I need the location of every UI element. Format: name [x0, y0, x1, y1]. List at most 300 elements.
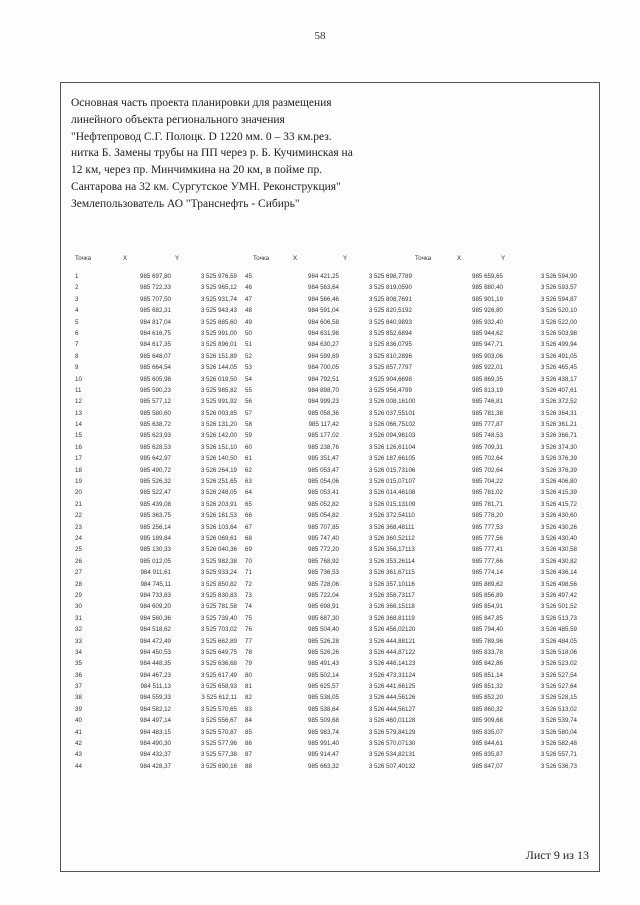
table-cell: 80	[245, 671, 252, 679]
table-cell: 3 526 527,64	[540, 683, 577, 691]
table-cell: 71	[245, 569, 252, 577]
table-cell: 985 538,64	[308, 705, 339, 713]
table-cell: 985 922,01	[472, 364, 503, 372]
table-cell: 3 526 594,90	[540, 273, 577, 280]
table-cell: 985 526,32	[140, 478, 171, 486]
table-cell: 115	[405, 569, 415, 577]
table-cell: 3 526 497,42	[540, 591, 577, 599]
header-line: нитка Б. Замены трубы на ПП через р. Б. Кучиминская на	[71, 147, 353, 160]
table-cell: 985 844,61	[472, 740, 503, 748]
document-frame	[60, 82, 600, 872]
table-cell: 48	[245, 307, 252, 315]
table-cell: 985 682,31	[140, 307, 171, 315]
table-cell: 985 664,54	[140, 364, 171, 372]
table-cell: 985 736,53	[308, 569, 339, 577]
table-cell: 76	[245, 626, 252, 634]
table-cell: 47	[245, 295, 252, 303]
table-cell: 11	[75, 386, 82, 394]
table-cell: 3 525 991,92	[200, 398, 237, 406]
table-cell: 984 606,58	[308, 318, 339, 326]
table-cell: 984 448,35	[140, 660, 171, 668]
table-cell: 3 526 142,00	[200, 432, 237, 440]
table-cell: 3 526 014,46	[368, 489, 405, 497]
table-cell: 95	[405, 341, 412, 349]
column-header: X	[457, 255, 462, 262]
table-cell: 985 509,68	[308, 717, 339, 725]
header-line: "Нефтепровод С.Г. Полоцк. D 1220 мм. 0 – 33 км.рез.	[71, 130, 332, 143]
table-cell: 985 722,33	[140, 284, 171, 292]
table-cell: 985 781,38	[472, 409, 503, 417]
table-cell: 985 707,50	[140, 295, 171, 303]
table-cell: 984 559,33	[140, 694, 171, 702]
table-cell: 3 526 126,61	[368, 443, 405, 451]
table-cell: 100	[405, 398, 416, 406]
table-cell: 3 526 372,54	[368, 512, 405, 520]
table-cell: 985 642,97	[140, 455, 171, 463]
table-cell: 985 663,32	[308, 762, 339, 770]
table-cell: 108	[405, 489, 416, 497]
column-header: Точка	[75, 255, 92, 262]
table-cell: 3 526 008,16	[368, 398, 405, 406]
table-cell: 3 526 430,58	[540, 546, 577, 554]
table-cell: 3 526 019,50	[200, 375, 237, 383]
table-cell: 110	[405, 512, 415, 520]
table-cell: 16	[75, 443, 82, 451]
table-cell: 109	[405, 500, 416, 508]
table-cell: 3 526 527,54	[540, 671, 577, 679]
table-cell: 985 053,47	[308, 466, 339, 474]
table-cell: 3 526 376,39	[540, 466, 577, 474]
table-cell: 99	[405, 386, 412, 394]
column-header: Точка	[415, 255, 432, 262]
table-cell: 3 525 556,67	[200, 717, 237, 725]
table-cell: 3 526 444,56	[368, 694, 405, 702]
table-cell: 3 525 956,47	[368, 386, 405, 394]
table-cell: 102	[405, 421, 416, 429]
table-cell: 985 117,42	[308, 421, 339, 429]
table-cell: 985 580,60	[140, 409, 171, 417]
table-cell: 985 835,87	[472, 751, 503, 759]
table-cell: 985 932,40	[472, 318, 503, 326]
table-cell: 3 526 356,17	[368, 546, 405, 554]
table-cell: 3 526 360,52	[368, 534, 405, 542]
table-cell: 10	[75, 375, 82, 383]
table-cell: 8	[75, 352, 79, 360]
table-cell: 67	[245, 523, 252, 531]
table-cell: 3 525 933,24	[200, 569, 237, 577]
header-line: Сантарова на 32 км. Сургутское УМН. Реконструкция"	[71, 180, 341, 193]
table-cell: 3 526 003,85	[200, 409, 237, 417]
table-cell: 985 238,76	[308, 443, 339, 451]
table-cell: 118	[405, 603, 415, 611]
table-cell: 74	[245, 603, 252, 611]
table-cell: 985 623,93	[140, 432, 171, 440]
table-cell: 3 526 015,07	[368, 478, 405, 486]
table-cell: 985 777,87	[472, 421, 503, 429]
table-cell: 3 526 523,02	[540, 660, 577, 668]
table-cell: 3 526 579,84	[368, 728, 405, 736]
table-cell: 62	[245, 466, 252, 474]
table-cell: 985 054,82	[308, 512, 339, 520]
table-cell: 3 525 649,75	[200, 648, 237, 656]
table-cell: 3 526 520,10	[540, 307, 577, 315]
table-cell: 5	[75, 318, 79, 326]
table-cell: 3 526 501,52	[540, 603, 577, 611]
table-cell: 3 526 040,36	[200, 546, 237, 554]
table-cell: 985 522,47	[140, 489, 171, 497]
page-number: 58	[314, 30, 326, 42]
table-cell: 3 526 528,15	[540, 694, 577, 702]
table-cell: 985 909,68	[472, 717, 503, 725]
table-cell: 3 525 612,11	[201, 694, 237, 702]
table-cell: 985 854,91	[472, 603, 503, 611]
table-cell: 114	[405, 557, 415, 565]
table-cell: 3 526 430,82	[540, 557, 577, 565]
table-cell: 1	[75, 273, 79, 280]
table-cell: 3 525 885,60	[200, 318, 237, 326]
table-cell: 111	[405, 523, 415, 531]
table-cell: 93	[405, 318, 412, 326]
table-cell: 985 747,40	[308, 534, 339, 542]
table-cell: 3 525 819,05	[368, 284, 405, 292]
table-cell: 3 526 364,31	[540, 409, 577, 417]
table-cell: 985 707,85	[308, 523, 339, 531]
table-cell: 3 526 499,94	[540, 341, 577, 349]
table-cell: 985 778,20	[472, 512, 503, 520]
table-cell: 985 590,23	[140, 386, 171, 394]
table-cell: 3 526 582,48	[540, 740, 577, 748]
table-cell: 122	[405, 648, 416, 656]
table-cell: 3 525 850,82	[200, 580, 237, 588]
table-cell: 985 947,71	[472, 341, 503, 349]
table-cell: 985 746,81	[472, 398, 503, 406]
table-cell: 985 794,40	[472, 626, 503, 634]
table-cell: 3 525 982,38	[200, 557, 237, 565]
table-cell: 984 563,64	[308, 284, 339, 292]
table-cell: 3 525 852,68	[368, 329, 405, 337]
table-cell: 88	[245, 762, 252, 770]
table-cell: 3 526 557,71	[540, 751, 577, 759]
table-cell: 985 351,47	[308, 455, 339, 463]
table-cell: 985 648,07	[140, 352, 171, 360]
table-cell: 984 617,35	[140, 341, 171, 349]
table-cell: 106	[405, 466, 416, 474]
table-cell: 985 363,75	[140, 512, 171, 520]
column-header: Точка	[253, 255, 270, 262]
table-cell: 985 781,71	[472, 500, 503, 508]
table-cell: 3 526 251,65	[200, 478, 237, 486]
table-cell: 985 777,56	[472, 534, 503, 542]
table-cell: 3 526 368,81	[368, 614, 405, 622]
table-cell: 20	[75, 489, 82, 497]
table-cell: 12	[75, 398, 82, 406]
table-cell: 985 012,05	[140, 557, 171, 565]
table-cell: 3 526 361,21	[540, 421, 577, 429]
table-cell: 85	[245, 728, 252, 736]
table-cell: 3 526 353,26	[368, 557, 405, 565]
column-header: Y	[175, 255, 180, 262]
table-cell: 985 789,96	[472, 637, 503, 645]
table-cell: 3 526 066,75	[368, 421, 405, 429]
table-cell: 120	[405, 626, 416, 634]
table-cell: 94	[405, 329, 412, 337]
table-cell: 984 616,75	[140, 329, 171, 337]
table-cell: 107	[405, 478, 416, 486]
table-cell: 57	[245, 409, 252, 417]
table-cell: 3 526 368,48	[368, 523, 405, 531]
table-cell: 84	[245, 717, 252, 725]
table-cell: 40	[75, 717, 82, 725]
table-cell: 17	[75, 455, 82, 463]
table-cell: 985 903,06	[472, 352, 503, 360]
table-cell: 3 526 593,57	[540, 284, 577, 292]
table-cell: 985 177,02	[308, 432, 339, 440]
table-cell: 3 525 808,76	[368, 295, 405, 303]
table-cell: 63	[245, 478, 252, 486]
table-cell: 985 490,72	[140, 466, 171, 474]
table-cell: 19	[75, 478, 82, 486]
table-cell: 3 526 536,73	[540, 762, 577, 770]
table-cell: 985 704,22	[472, 478, 503, 486]
table-cell: 984 898,70	[308, 386, 339, 394]
table-cell: 128	[405, 717, 416, 725]
table-cell: 3 526 444,87	[368, 648, 405, 656]
table-cell: 103	[405, 432, 416, 440]
table-cell: 23	[75, 523, 82, 531]
table-cell: 985 880,40	[472, 284, 503, 292]
table-cell: 985 869,35	[472, 375, 503, 383]
table-cell: 65	[245, 500, 252, 508]
table-cell: 83	[245, 705, 252, 713]
table-cell: 79	[245, 660, 252, 668]
table-cell: 984 428,37	[140, 762, 171, 770]
column-header: Y	[343, 255, 348, 262]
table-cell: 984 497,14	[140, 717, 171, 725]
table-cell: 985 889,62	[472, 580, 503, 588]
table-cell: 3 526 473,31	[368, 671, 405, 679]
table-cell: 18	[75, 466, 82, 474]
table-cell: 14	[75, 421, 82, 429]
table-cell: 985 842,86	[472, 660, 503, 668]
table-cell: 984 432,37	[140, 751, 171, 759]
table-cell: 3 525 840,98	[368, 318, 405, 326]
table-cell: 72	[245, 580, 252, 588]
table-cell: 119	[405, 614, 415, 622]
table-cell: 3 526 094,96	[368, 432, 405, 440]
table-cell: 3 526 357,10	[368, 580, 405, 588]
table-cell: 3 526 358,73	[368, 591, 405, 599]
table-cell: 3 526 151,89	[200, 352, 237, 360]
table-cell: 3 526 415,72	[540, 500, 577, 508]
table-cell: 985 709,31	[472, 443, 503, 451]
table-cell: 3 526 366,71	[540, 432, 577, 440]
table-cell: 51	[245, 341, 252, 349]
header-line: линейного объекта регионального значения	[71, 113, 285, 126]
table-cell: 97	[405, 364, 412, 372]
header-line: Землепользователь АО "Транснефть - Сибирь"	[71, 197, 300, 210]
table-cell: 985 774,14	[472, 569, 503, 577]
table-cell: 984 631,98	[308, 329, 339, 337]
table-cell: 985 502,14	[308, 671, 339, 679]
table-cell: 985 852,20	[472, 694, 503, 702]
table-cell: 30	[75, 603, 82, 611]
table-cell: 985 926,80	[472, 307, 503, 315]
table-cell: 9	[75, 364, 79, 372]
table-cell: 985 687,30	[308, 614, 339, 622]
table-cell: 3 526 570,07	[368, 740, 405, 748]
table-cell: 6	[75, 329, 79, 337]
table-cell: 984 467,23	[140, 671, 171, 679]
table-cell: 7	[75, 341, 79, 349]
table-cell: 35	[75, 660, 82, 668]
table-cell: 985 698,91	[308, 603, 339, 611]
table-cell: 82	[245, 694, 252, 702]
table-cell: 985 256,14	[140, 523, 171, 531]
table-cell: 127	[405, 705, 416, 713]
table-cell: 985 526,28	[308, 637, 339, 645]
table-cell: 41	[75, 728, 82, 736]
table-cell: 984 792,51	[308, 375, 339, 383]
table-cell: 46	[245, 284, 252, 292]
table-cell: 3 526 103,64	[200, 523, 237, 531]
table-cell: 3 525 991,00	[200, 329, 237, 337]
table-cell: 2	[75, 284, 79, 292]
table-cell: 60	[245, 443, 252, 451]
table-cell: 985 777,41	[472, 546, 503, 554]
table-cell: 3 526 187,66	[368, 455, 405, 463]
table-cell: 21	[75, 500, 82, 508]
sheet-label: Лист 9 из 13	[525, 848, 589, 862]
table-cell: 124	[405, 671, 416, 679]
table-cell: 13	[75, 409, 82, 417]
table-cell: 984 421,25	[308, 273, 339, 280]
table-cell: 3 525 636,68	[200, 660, 237, 668]
table-cell: 27	[75, 569, 82, 577]
table-cell: 53	[245, 364, 252, 372]
table-cell: 985 052,82	[308, 500, 339, 508]
table-cell: 69	[245, 546, 252, 554]
table-cell: 3 526 534,82	[368, 751, 405, 759]
table-cell: 34	[75, 648, 82, 656]
table-cell: 3 526 513,02	[540, 705, 577, 713]
table-cell: 3 526 140,50	[200, 455, 237, 463]
table-cell: 985 659,65	[472, 273, 503, 280]
table-cell: 96	[405, 352, 412, 360]
table-cell: 985 638,72	[140, 421, 171, 429]
table-cell: 984 518,62	[140, 626, 171, 634]
table-cell: 984 591,04	[308, 307, 339, 315]
table-cell: 985 781,02	[472, 489, 503, 497]
table-cell: 3 526 015,13	[368, 500, 405, 508]
table-cell: 3 526 374,30	[540, 443, 577, 451]
table-cell: 28	[75, 580, 82, 588]
table-cell: 984 483,15	[140, 728, 171, 736]
table-cell: 101	[405, 409, 416, 417]
table-cell: 985 777,66	[472, 557, 503, 565]
table-cell: 36	[75, 671, 82, 679]
table-cell: 3 525 820,51	[368, 307, 405, 315]
table-cell: 984 566,46	[308, 295, 339, 303]
table-cell: 984 472,49	[140, 637, 171, 645]
table-cell: 984 817,04	[140, 318, 171, 326]
table-cell: 3 525 662,89	[200, 637, 237, 645]
table-cell: 3 526 460,01	[368, 717, 405, 725]
table-cell: 985 605,98	[140, 375, 171, 383]
table-cell: 33	[75, 637, 82, 645]
table-cell: 985 856,89	[472, 591, 503, 599]
table-cell: 3 525 931,74	[200, 295, 237, 303]
table-cell: 3 525 810,28	[368, 352, 405, 360]
table-cell: 116	[405, 580, 415, 588]
table-cell: 77	[245, 637, 252, 645]
table-cell: 3 525 698,77	[368, 273, 405, 280]
table-cell: 45	[245, 273, 252, 280]
column-header: X	[293, 255, 298, 262]
table-cell: 3 526 441,66	[368, 683, 405, 691]
table-cell: 3 526 594,87	[540, 295, 577, 303]
table-cell: 985 851,32	[472, 683, 503, 691]
table-cell: 121	[405, 637, 416, 645]
table-cell: 3 526 456,02	[368, 626, 405, 634]
table-cell: 112	[405, 534, 415, 542]
table-cell: 985 439,08	[140, 500, 171, 508]
table-cell: 104	[405, 443, 416, 451]
table-cell: 984 582,12	[140, 705, 171, 713]
table-cell: 3 526 203,91	[200, 500, 237, 508]
table-cell: 87	[245, 751, 252, 759]
table-cell: 3 525 703,02	[200, 626, 237, 634]
table-cell: 985 702,64	[472, 455, 503, 463]
table-cell: 64	[245, 489, 252, 497]
table-cell: 985 538,05	[308, 694, 339, 702]
table-cell: 123	[405, 660, 416, 668]
table-cell: 3 525 896,01	[200, 341, 237, 349]
table-cell: 3 526 518,06	[540, 648, 577, 656]
table-cell: 3 525 781,58	[200, 603, 237, 611]
table-cell: 39	[75, 705, 82, 713]
table-cell: 3 526 144,05	[200, 364, 237, 372]
table-cell: 985 901,19	[472, 295, 503, 303]
table-cell: 3 526 498,56	[540, 580, 577, 588]
table-cell: 3 526 485,59	[540, 626, 577, 634]
table-cell: 126	[405, 694, 416, 702]
table-cell: 3 526 407,61	[540, 386, 577, 394]
table-cell: 44	[75, 762, 82, 770]
table-cell: 3 526 436,14	[540, 569, 577, 577]
table-cell: 985 491,43	[308, 660, 339, 668]
table-cell: 984 745,11	[140, 580, 171, 588]
table-cell: 3 526 037,55	[368, 409, 405, 417]
table-cell: 42	[75, 740, 82, 748]
table-cell: 3 525 570,87	[200, 728, 237, 736]
table-cell: 130	[405, 740, 416, 748]
table-cell: 3 525 904,66	[368, 375, 405, 383]
table-cell: 985 058,36	[308, 409, 339, 417]
table-cell: 73	[245, 591, 252, 599]
table-cell: 68	[245, 534, 252, 542]
table-cell: 4	[75, 307, 79, 315]
table-cell: 985 053,41	[308, 489, 339, 497]
table-cell: 38	[75, 694, 82, 702]
table-cell: 58	[245, 421, 252, 429]
table-cell: 61	[245, 455, 252, 463]
table-cell: 24	[75, 534, 82, 542]
table-cell: 984 599,69	[308, 352, 339, 360]
table-cell: 985 728,06	[308, 580, 339, 588]
table-cell: 3 526 248,05	[200, 489, 237, 497]
table-cell: 985 991,40	[308, 740, 339, 748]
table-cell: 3 526 465,45	[540, 364, 577, 372]
